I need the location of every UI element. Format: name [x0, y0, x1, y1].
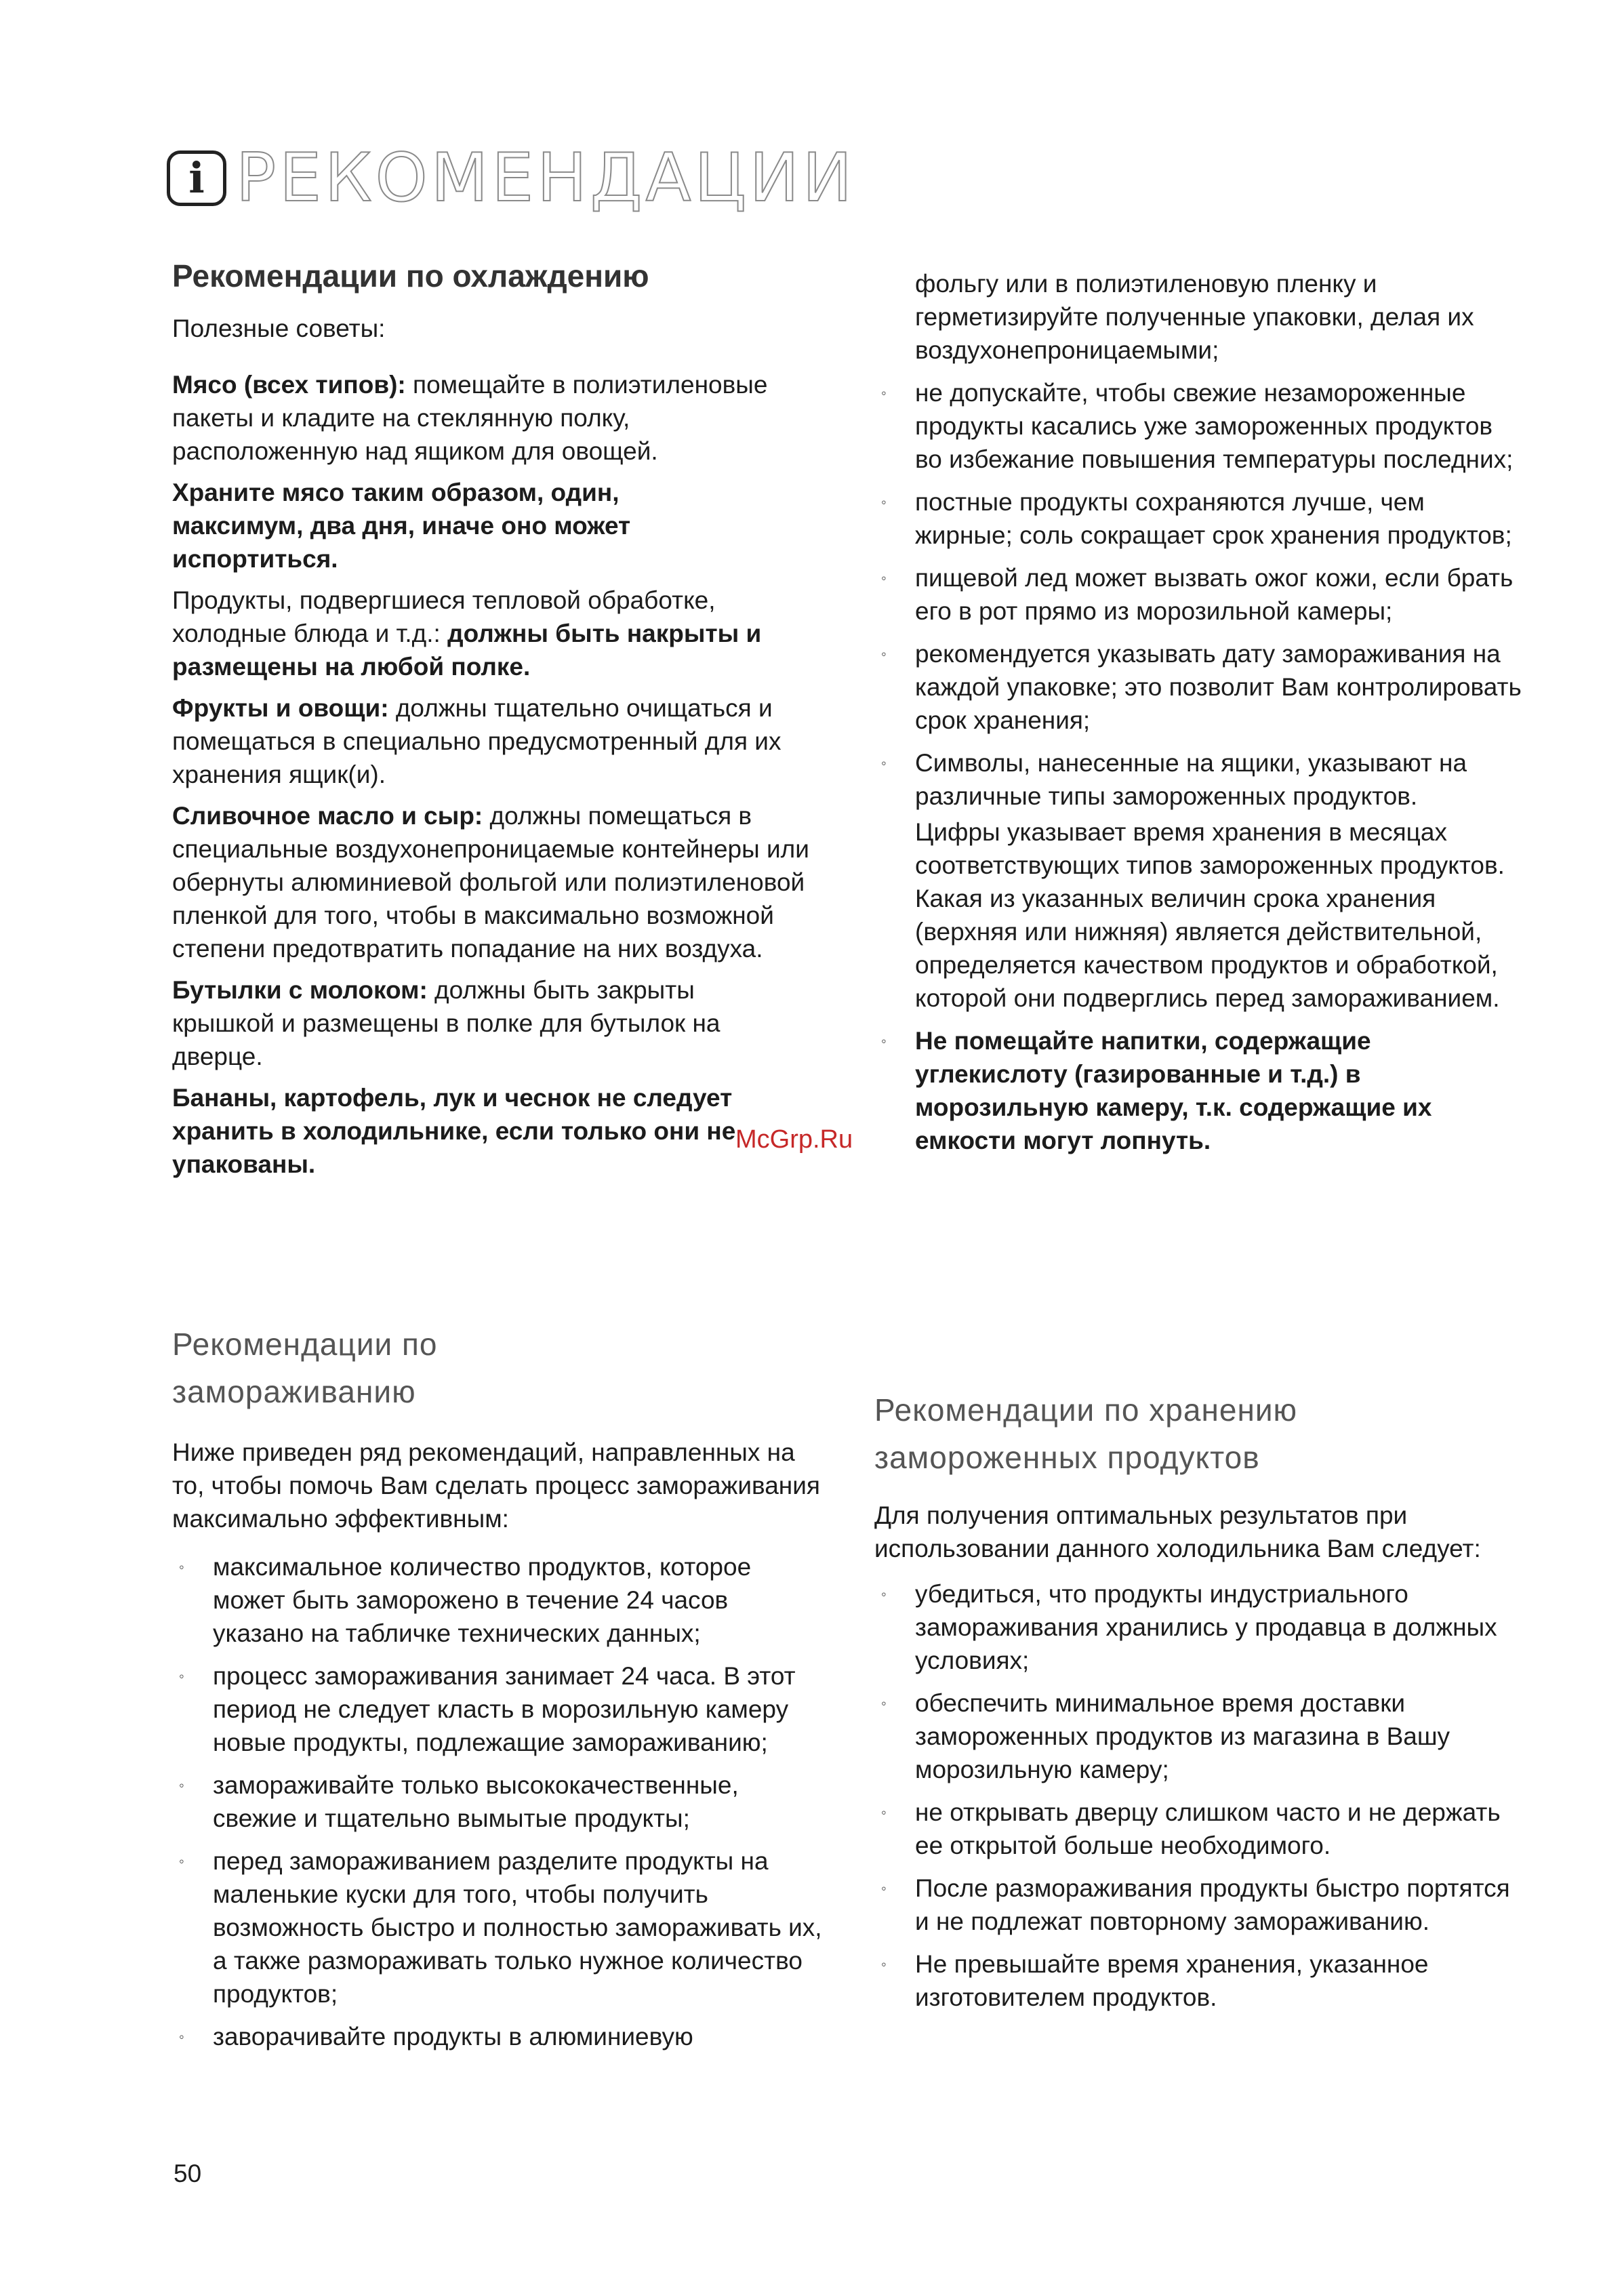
bullet-icon: ◦ [881, 493, 887, 510]
bullet-icon: ◦ [881, 1695, 887, 1712]
fruit-text: должны тщательно очищаться и помещаться в специально предусмотренный для их хранения ящик(и). [172, 694, 781, 788]
list-item: ◦ обеспечить минимальное время доставки замороженных продуктов из магазина в Вашу морозильную камеру; [874, 1686, 1525, 1786]
milk-paragraph [172, 973, 803, 1073]
bullet-icon: ◦ [881, 1804, 887, 1821]
bullet-icon: ◦ [881, 569, 887, 586]
watermark: McGrp.Ru [735, 1125, 853, 1154]
storage-list [874, 1577, 1525, 2014]
bullet-icon: ◦ [179, 1558, 184, 1575]
list-item: ◦ заворачивайте продукты в алюминиевую [172, 2020, 823, 2053]
warning-list [874, 1024, 1525, 1157]
bullet-icon: ◦ [881, 384, 887, 401]
cooked-text: Продукты, подвергшиеся тепловой обработке, холодные блюда и т.д.: [172, 586, 716, 647]
bullet-icon: ◦ [881, 1585, 887, 1602]
butter-label: Сливочное масло и сыр: [172, 802, 483, 830]
meat-label: Мясо (всех типов): [172, 371, 406, 399]
bullet-icon: ◦ [179, 1668, 184, 1684]
list-item: ◦ замораживайте только высококачественные, свежие и тщательно вымытые продукты; [172, 1769, 823, 1835]
list-item: ◦ убедиться, что продукты индустриального замораживания хранились у продавца в должных условиях; [874, 1577, 1525, 1677]
freezing-intro: Ниже приведен ряд рекомендаций, направленных на то, чтобы помочь Вам сделать процесс замораживания максимально эффективным: [172, 1438, 820, 1533]
bullet-icon: ◦ [881, 1956, 887, 1973]
milk-text: должны быть закрыты крышкой и размещены в полке для бутылок на дверце. [172, 976, 720, 1070]
meat-paragraph [172, 368, 809, 468]
cooling-section [172, 252, 823, 1181]
list-item: ◦ рекомендуется указывать дату замораживания на каждой упаковке; это позволит Вам контролировать срок хранения; [874, 637, 1525, 737]
freezing-list-continued [874, 376, 1525, 813]
cooked-bold: должны быть накрыты и размещены на любой полке. [172, 620, 762, 681]
list-item: ◦ перед замораживанием разделите продукты на маленькие куски для того, чтобы получить возможность быстро и полностью замораживать их, а также размораживать только нужное количество продуктов; [172, 1844, 823, 2011]
bullet-icon: ◦ [179, 1777, 184, 1794]
bullet-icon: ◦ [881, 1032, 887, 1049]
meat-text: помещайте в полиэтиленовые пакеты и кладите на стеклянную полку, расположенную над ящиком для овощей. [172, 371, 768, 465]
list-item: ◦ пищевой лед может вызвать ожог кожи, если брать его в рот прямо из морозильной камеры; [874, 561, 1525, 628]
page-number: 50 [174, 2160, 202, 2187]
fruit-label: Фрукты и овощи: [172, 694, 389, 722]
storage-intro: Для получения оптимальных результатов при использовании данного холодильника Вам следует: [874, 1501, 1481, 1562]
list-item: ◦ не открывать дверцу слишком часто и не держать ее открытой больше необходимого. [874, 1796, 1525, 1862]
carbonated-warning: Не помещайте напитки, содержащие углекислоту (газированные и т.д.) в морозильную камеру, т.к. содержащие их емкости могут лопнуть. [915, 1027, 1432, 1154]
milk-label: Бутылки с молоком: [172, 976, 428, 1004]
butter-text: должны помещаться в специальные воздухонепроницаемые контейнеры или обернуты алюминиевой фольгой или полиэтиленовой пленкой для того, чтобы в максимально возможной степени предотвратить попадание на них воздуха. [172, 802, 809, 963]
continuation-text: фольгу или в полиэтиленовую пленку и герметизируйте полученные упаковки, делая их воздухонепроницаемыми; [915, 270, 1474, 364]
storage-title: Рекомендации по хранению замороженных продуктов [874, 1392, 1298, 1475]
freezing-section [172, 1320, 823, 2063]
list-item: ◦ Символы, нанесенные на ящики, указывают на различные типы замороженных продуктов. [874, 746, 1525, 813]
symbols-note: Цифры указывает время хранения в месяцах соответствующих типов замороженных продуктов. Какая из указанных величин срока хранения (верхняя или нижняя) является действительной, определяется качеством продуктов и обработкой, которой они подверглись перед замораживанием. [915, 818, 1505, 1012]
freezing-continued [874, 267, 1525, 1167]
page-header [167, 141, 855, 216]
cooling-title: Рекомендации по охлаждению [172, 258, 649, 294]
bullet-icon: ◦ [179, 2028, 184, 2045]
info-icon-glyph: i [188, 153, 205, 203]
bullet-icon: ◦ [179, 1853, 184, 1870]
list-item: ◦ постные продукты сохраняются лучше, чем жирные; соль сокращает срок хранения продуктов; [874, 485, 1525, 552]
list-item: ◦ не допускайте, чтобы свежие незамороженные продукты касались уже замороженных продуктов во избежание повышения температуры последних; [874, 376, 1525, 476]
bananas-note: Бананы, картофель, лук и чеснок не следует хранить в холодильнике, если только они не упакованы. [172, 1084, 736, 1178]
bullet-icon: ◦ [881, 754, 887, 771]
list-item: ◦ Не превышайте время хранения, указанное изготовителем продуктов. [874, 1947, 1525, 2014]
freezing-list [172, 1550, 823, 2053]
info-icon [167, 150, 226, 206]
list-item [874, 1024, 1525, 1157]
meat-warning: Храните мясо таким образом, один, максимум, два дня, иначе оно может испортиться. [172, 479, 631, 573]
cooked-paragraph [172, 584, 823, 683]
bullet-icon: ◦ [881, 1880, 887, 1897]
page-title: РЕКОМЕНДАЦИИ [236, 140, 856, 217]
fruit-paragraph [172, 691, 823, 791]
cooling-intro: Полезные советы: [172, 315, 386, 342]
bullet-icon: ◦ [881, 645, 887, 662]
list-item: ◦ максимальное количество продуктов, которое может быть заморожено в течение 24 часов указано на табличке технических данных; [172, 1550, 823, 1650]
list-item: ◦ процесс замораживания занимает 24 часа. В этот период не следует класть в морозильную камеру новые продукты, подлежащие замораживанию; [172, 1659, 823, 1759]
freezing-title: Рекомендации по замораживанию [172, 1327, 438, 1409]
list-item: ◦ После размораживания продукты быстро портятся и не подлежат повторному замораживанию. [874, 1872, 1525, 1938]
storage-section [874, 1386, 1525, 2023]
butter-paragraph [172, 799, 823, 965]
